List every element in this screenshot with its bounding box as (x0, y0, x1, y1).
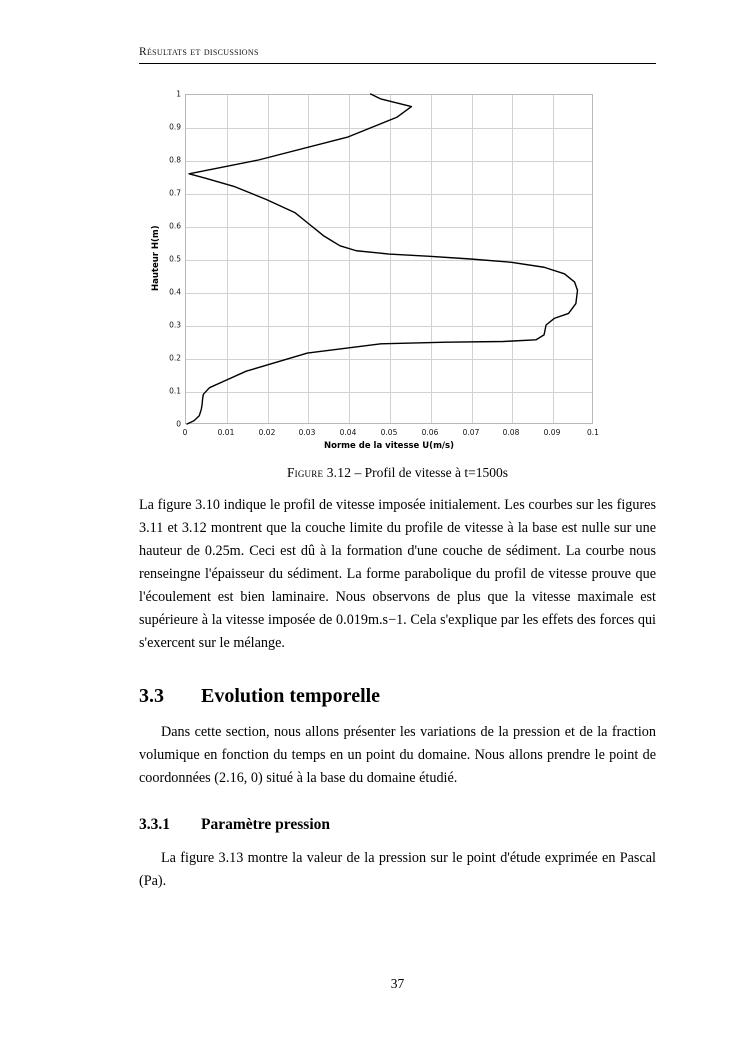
velocity-profile-chart (139, 80, 656, 455)
yaxis-tick-label: 0.2 (169, 353, 181, 363)
yaxis-tick-label: 0.7 (169, 188, 181, 198)
yaxis-tick-label: 0 (176, 419, 181, 429)
xaxis-tick-label: 0.01 (217, 428, 235, 437)
section-title: Evolution temporelle (201, 685, 381, 707)
gridline-horizontal (186, 227, 592, 228)
gridline-horizontal (186, 326, 592, 327)
gridline-vertical (227, 95, 228, 423)
paragraph-3: La figure 3.13 montre la valeur de la pression sur le point d'étude exprimée en Pascal (Pa). (139, 850, 656, 889)
section-number: 3.3 (139, 685, 164, 707)
yaxis-tick-label: 0.3 (169, 320, 181, 330)
gridline-horizontal (186, 194, 592, 195)
yaxis-tick-label: 0.9 (169, 122, 181, 132)
xaxis-tick-label: 0.03 (298, 428, 316, 437)
figure-caption (139, 465, 656, 481)
figure-caption-dash: – (354, 465, 362, 480)
subsection-title: Paramètre pression (201, 816, 330, 833)
chart-xaxis-title: Norme de la vitesse U(m/s) (324, 441, 454, 451)
gridline-vertical (431, 95, 432, 423)
xaxis-tick-label: 0.1 (587, 428, 599, 437)
xaxis-tick-label: 0.08 (502, 428, 520, 437)
yaxis-tick-label: 0.6 (169, 221, 181, 231)
page-content (139, 46, 656, 991)
figure-block (139, 80, 656, 481)
figure-caption-label: Figure 3.12 (286, 465, 352, 480)
gridline-horizontal (186, 359, 592, 360)
gridline-horizontal (186, 392, 592, 393)
xaxis-tick-label: 0.05 (380, 428, 398, 437)
gridline-vertical (472, 95, 473, 423)
gridline-vertical (308, 95, 309, 423)
chart-yaxis-title: Hauteur H(m) (151, 225, 161, 291)
chart-plot-area (185, 94, 593, 424)
xaxis-tick-label: 0.09 (543, 428, 561, 437)
xaxis-tick-label: 0.06 (421, 428, 439, 437)
xaxis-tick-label: 0.02 (258, 428, 276, 437)
gridline-horizontal (186, 293, 592, 294)
yaxis-tick-label: 0.1 (169, 386, 181, 396)
page-number: 37 (390, 976, 405, 991)
paragraph-2: Dans cette section, nous allons présenter les variations de la pression et de la fraction volumique en fonction du temps en un point du domaine. Nous allons prendre le point de coordonnées (2.16, 0) situé à la base du domaine étudié. (139, 724, 656, 786)
gridline-horizontal (186, 128, 592, 129)
yaxis-tick-label: 1 (176, 89, 181, 99)
gridline-vertical (390, 95, 391, 423)
gridline-vertical (512, 95, 513, 423)
yaxis-tick-label: 0.5 (169, 254, 181, 264)
gridline-vertical (268, 95, 269, 423)
xaxis-tick-label: 0.07 (462, 428, 480, 437)
subsection-number: 3.3.1 (139, 816, 170, 833)
xaxis-tick-label: 0 (182, 428, 188, 437)
yaxis-tick-label: 0.4 (169, 287, 181, 297)
xaxis-tick-label: 0.04 (339, 428, 357, 437)
paragraph-1: La figure 3.10 indique le profil de vitesse imposée initialement. Les courbes sur les figures 3.11 et 3.12 montrent que la couche limite du profile de vitesse à la base est nulle sur une hauteur de 0.25m. Ceci est dû à la formation d'une couche de sédiment. La courbe nous renseingne l'épaisseur du sédiment. La forme parabolique du profil de vitesse prouve que l'écoulement est bien laminaire. Nous observons de plus que la vitesse maximale est supérieure à la vitesse imposée de 0.019m.s−1. Cela s'explique par les effets des forces qui s'exercent sur le mélange. (139, 497, 656, 651)
subsection-heading-3-3-1 (139, 816, 656, 834)
yaxis-tick-label: 0.8 (169, 155, 181, 165)
gridline-vertical (553, 95, 554, 423)
gridline-horizontal (186, 161, 592, 162)
gridline-vertical (349, 95, 350, 423)
section-heading-3-3 (139, 685, 656, 708)
running-head: Résultats et discussions (139, 46, 656, 64)
gridline-horizontal (186, 260, 592, 261)
figure-caption-text: Profil de vitesse à t=1500s (364, 465, 509, 480)
